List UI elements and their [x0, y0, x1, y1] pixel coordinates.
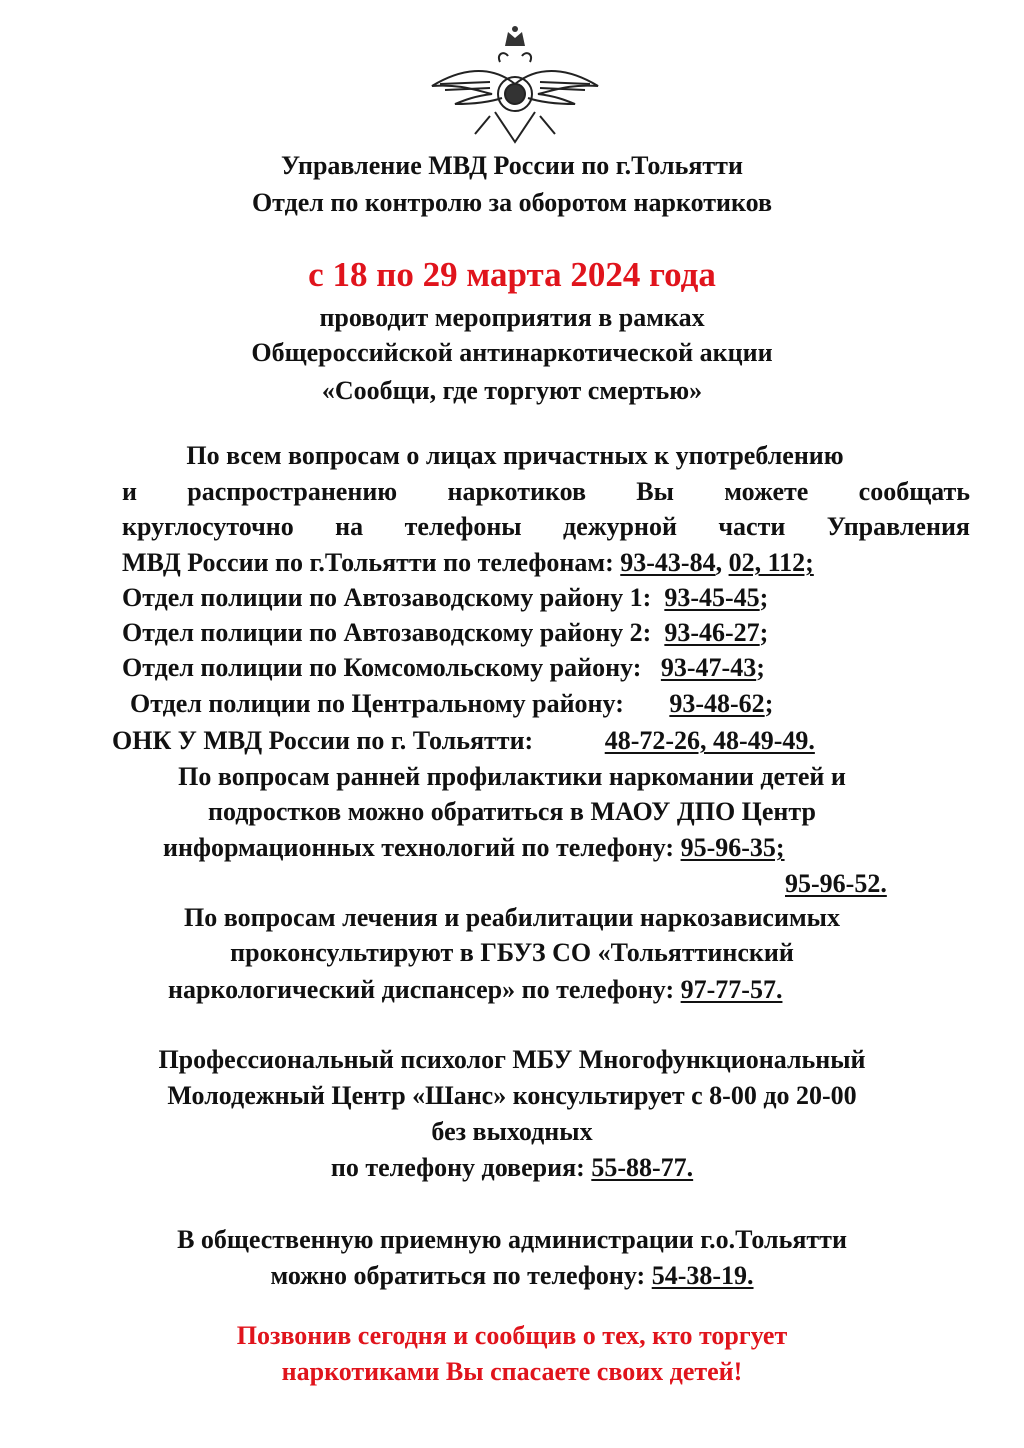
department-label: Отдел полиции по Автозаводскому району 1:: [122, 583, 665, 612]
department-row: [130, 689, 773, 719]
department-phone[interactable]: 93-47-43: [660, 653, 757, 682]
department-label: ОНК У МВД России по г. Тольятти:: [112, 726, 605, 755]
prevention-line-3: [163, 833, 785, 863]
punct: ;: [759, 618, 769, 647]
department-label: Отдел полиции по Комсомольскому району:: [122, 653, 661, 682]
action-dates: с 18 по 29 марта 2024 года: [308, 255, 716, 294]
campaign-name: «Сообщи, где торгуют смертью»: [321, 376, 703, 405]
administration-line-2: [0, 1261, 1024, 1291]
trust-phone[interactable]: 55-88-77.: [591, 1153, 694, 1182]
department-phone[interactable]: 48-72-26, 48-49-49.: [604, 726, 815, 755]
emergency-phones[interactable]: 02, 112;: [728, 548, 814, 577]
administration-line-1: В общественную приемную администрации г.о.Тольятти: [177, 1225, 847, 1254]
duty-label: МВД России по г.Тольятти по телефонам:: [122, 548, 621, 577]
psychologist-label: по телефону доверия:: [330, 1153, 592, 1182]
intro-line-1: проводит мероприятия в рамках: [319, 303, 705, 332]
punct: ;: [764, 689, 774, 718]
psychologist-line-3: без выходных: [431, 1117, 593, 1146]
department-row: [122, 583, 768, 613]
header-line-1: Управление МВД России по г.Тольятти: [281, 151, 743, 180]
treatment-line-1: По вопросам лечения и реабилитации наркозависимых: [184, 903, 840, 932]
treatment-line-2: проконсультируют в ГБУЗ СО «Тольяттинский: [230, 938, 794, 967]
prevention-phone-1[interactable]: 95-96-35;: [680, 833, 785, 862]
department-row: [122, 618, 768, 648]
department-label: Отдел полиции по Центральному району:: [130, 689, 670, 718]
duty-line-3: круглосуточно на телефоны дежурной части Управления: [122, 512, 970, 541]
administration-label: можно обратиться по телефону:: [270, 1261, 652, 1290]
punct: ;: [759, 583, 769, 612]
prevention-label: информационных технологий по телефону:: [163, 833, 681, 862]
prevention-line-2: подростков можно обратиться в МАОУ ДПО Центр: [208, 797, 816, 826]
duty-line-1: По всем вопросам о лицах причастных к употреблению: [186, 441, 844, 470]
prevention-line-4: [785, 869, 887, 899]
treatment-label: наркологический диспансер» по телефону:: [168, 975, 681, 1004]
header-line-2: Отдел по контролю за оборотом наркотиков: [251, 188, 773, 217]
duty-line-4: [122, 548, 814, 578]
appeal-line-2: наркотиками Вы спасаете своих детей!: [281, 1357, 743, 1386]
treatment-line-3: [168, 975, 782, 1005]
appeal-line-1: Позвонив сегодня и сообщив о тех, кто торгует: [236, 1321, 788, 1350]
treatment-phone[interactable]: 97-77-57.: [680, 975, 783, 1004]
department-label: Отдел полиции по Автозаводскому району 2:: [122, 618, 665, 647]
punct: ;: [756, 653, 765, 682]
duty-phone[interactable]: 93-43-84: [620, 548, 716, 577]
prevention-phone-2[interactable]: 95-96-52.: [785, 869, 887, 898]
department-row: [122, 653, 765, 683]
psychologist-line-4: [0, 1153, 1024, 1183]
administration-phone[interactable]: 54-38-19.: [651, 1261, 754, 1290]
duty-line-2: и распространению наркотиков Вы можете сообщать: [122, 477, 970, 506]
department-row: [112, 726, 815, 756]
intro-line-2: Общероссийской антинаркотической акции: [251, 338, 773, 367]
department-phone[interactable]: 93-46-27: [664, 618, 760, 647]
psychologist-line-1: Профессиональный психолог МБУ Многофункциональный: [158, 1045, 866, 1074]
mvd-emblem-icon: [430, 24, 600, 144]
prevention-line-1: По вопросам ранней профилактики наркомании детей и: [178, 762, 846, 791]
department-phone[interactable]: 93-48-62: [669, 689, 765, 718]
department-phone[interactable]: 93-45-45: [664, 583, 760, 612]
separator: ,: [715, 548, 729, 577]
psychologist-line-2: Молодежный Центр «Шанс» консультирует с 8-00 до 20-00: [167, 1081, 857, 1110]
